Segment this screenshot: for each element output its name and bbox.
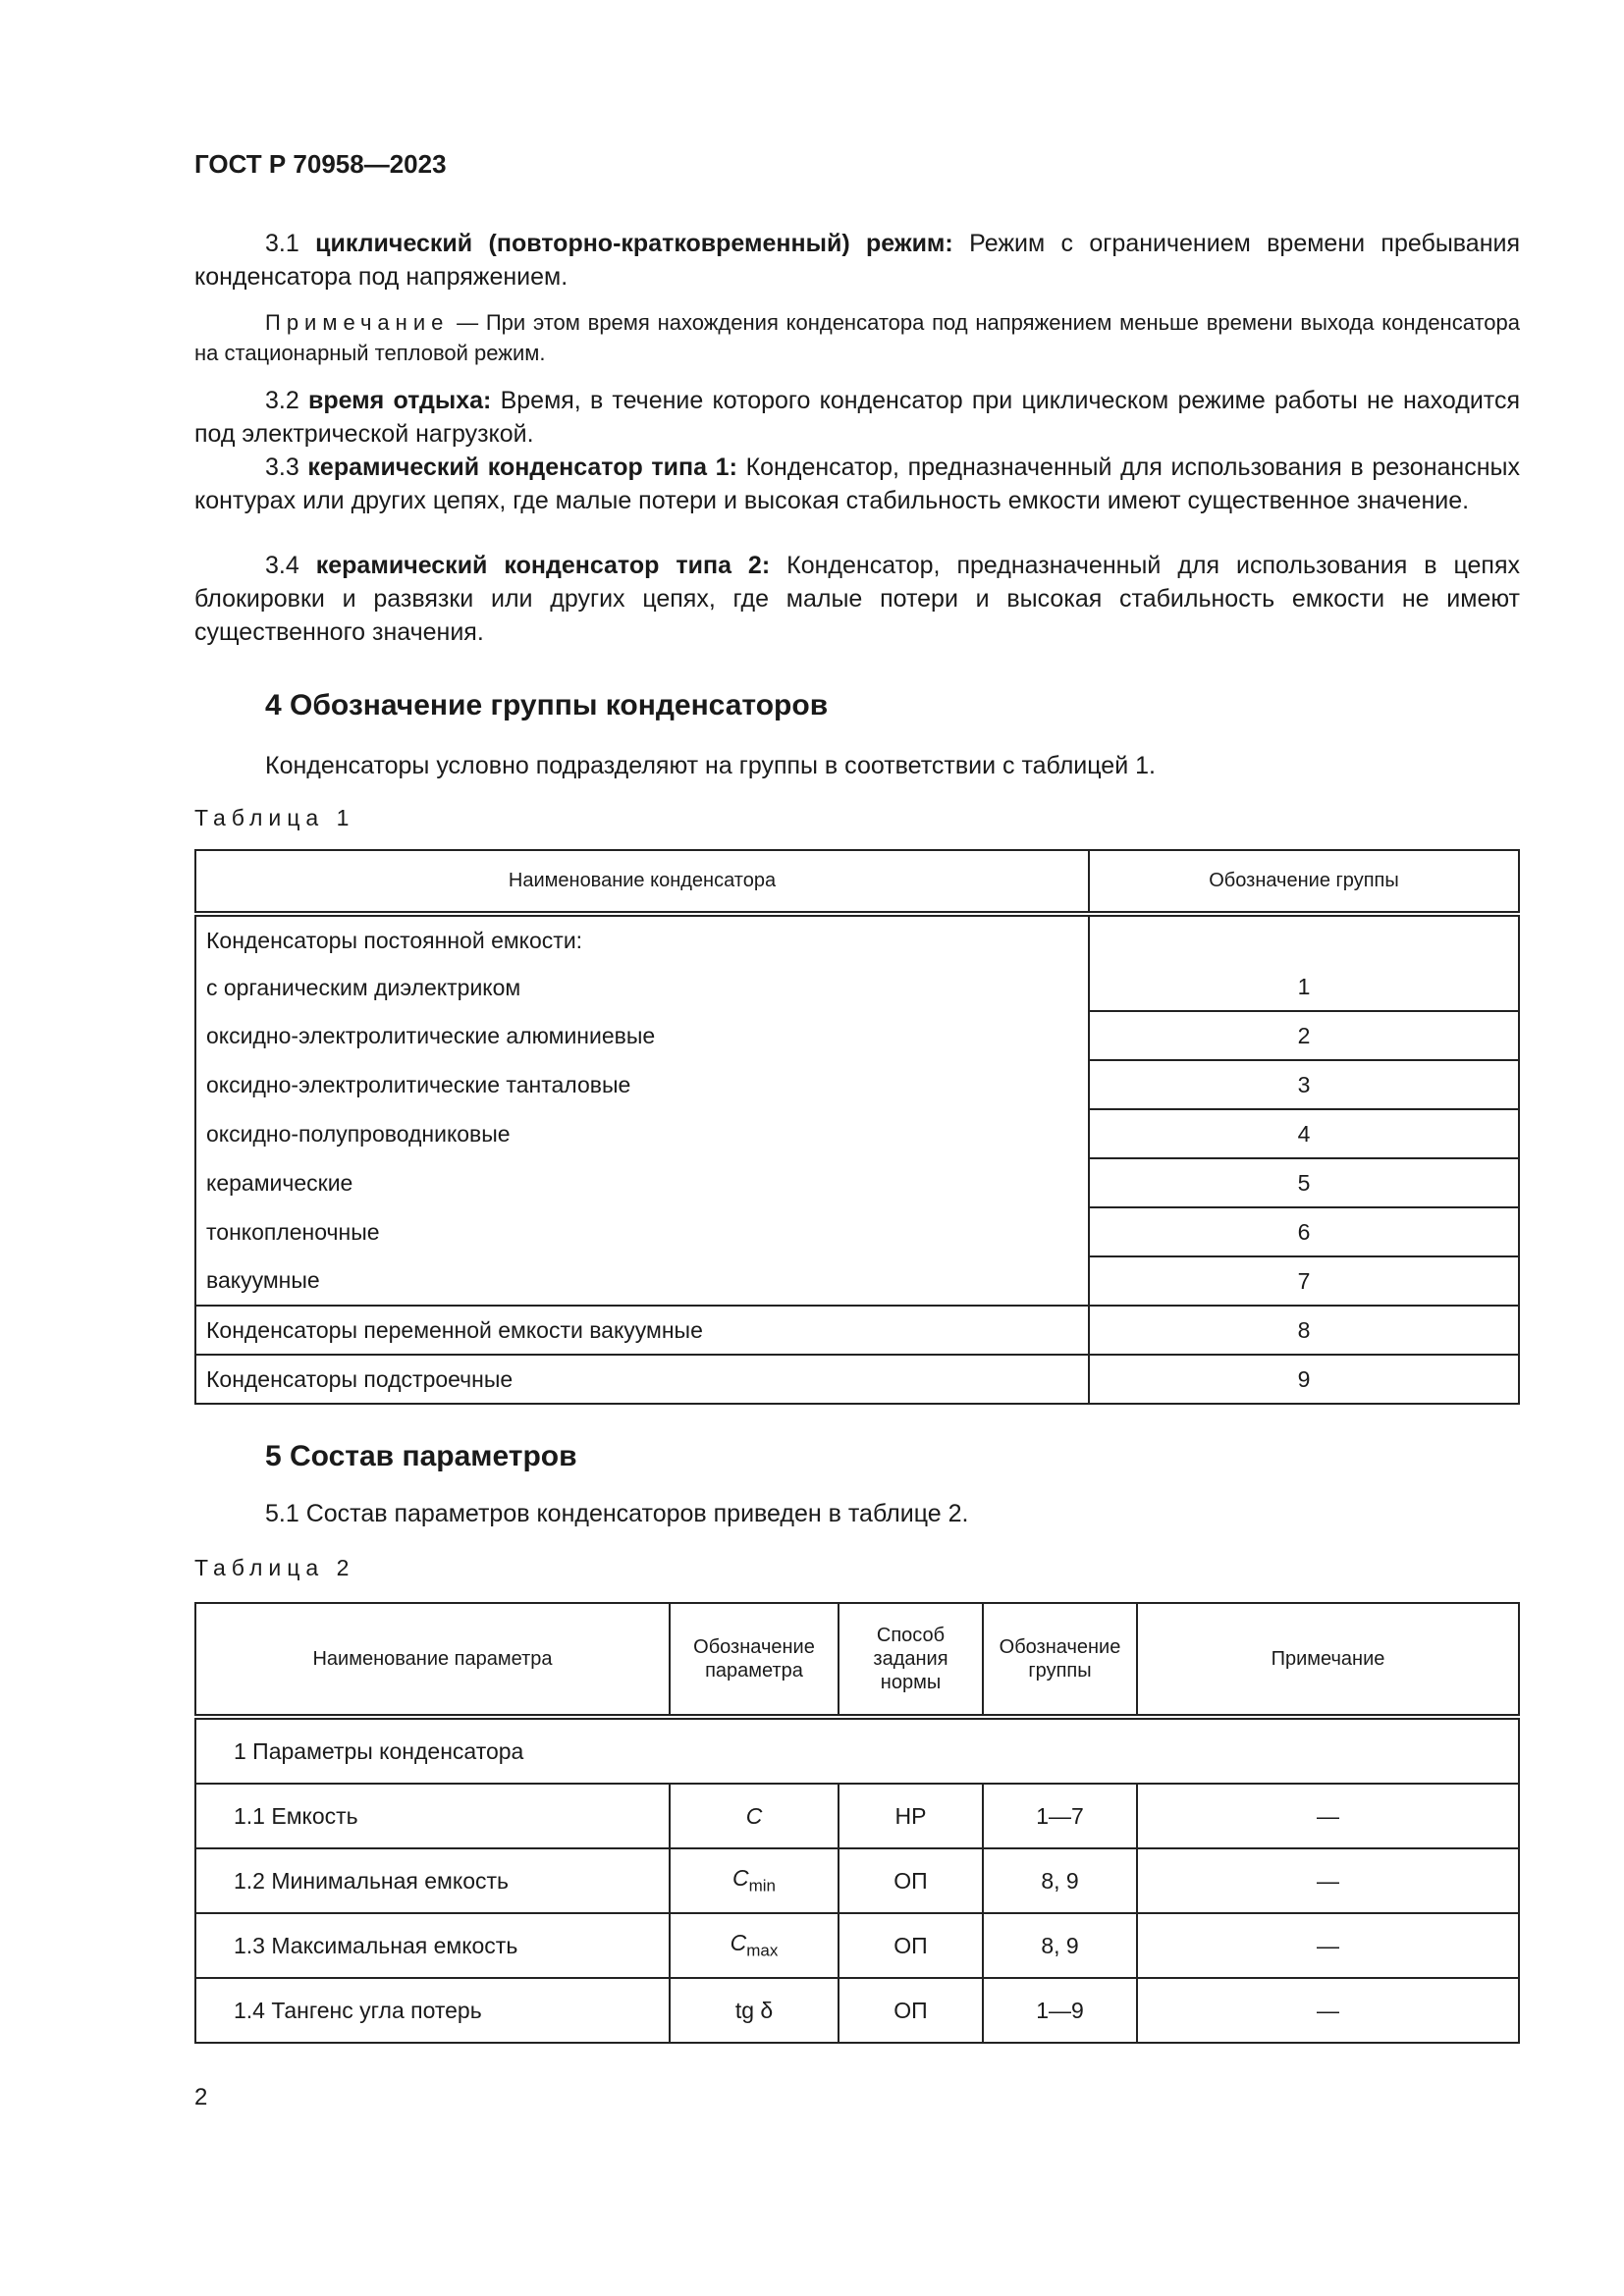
- param-symbol: $C_{max}$: [670, 1913, 839, 1978]
- capacitor-name: керамические: [195, 1158, 1089, 1207]
- param-name: 1.4 Тангенс угла потерь: [195, 1978, 670, 2043]
- param-name: 1.3 Максимальная емкость: [195, 1913, 670, 1978]
- column-header: Обозначение группы: [1089, 850, 1519, 914]
- table-row: [195, 1158, 1519, 1207]
- column-header: Наименование параметра: [195, 1603, 670, 1717]
- table-row: [195, 1978, 1519, 2043]
- column-header: Наименование конденсатора: [195, 850, 1089, 914]
- note: —: [1137, 1978, 1519, 2043]
- definition-3-3: 3.3 керамический конденсатор типа 1: Конденсатор, предназначенный для использования в резонансных контурах или других цепях, где малые потери и высокая стабильность емкости имеют существенное значение.: [194, 454, 1520, 514]
- group-code: 7: [1089, 1256, 1519, 1306]
- section-title: 1 Параметры конденсатора: [195, 1717, 1519, 1784]
- table-header-row: [195, 1603, 1519, 1717]
- table-row: [195, 1355, 1519, 1404]
- capacitor-name: оксидно-полупроводниковые: [195, 1109, 1089, 1158]
- definition-3-4: 3.4 керамический конденсатор типа 2: Конденсатор, предназначенный для использования в цепях блокировки и развязки или других цепях, где малые потери и высокая стабильность емкости не имеют существенного значения.: [194, 552, 1520, 646]
- section-5-text: 5.1 Состав параметров конденсаторов приведен в таблице 2.: [265, 1500, 969, 1527]
- table-row: [195, 914, 1519, 964]
- table-header-row: [195, 850, 1519, 914]
- section-5-heading: 5 Состав параметров: [265, 1440, 577, 1472]
- note: —: [1137, 1913, 1519, 1978]
- table-row: [195, 1060, 1519, 1109]
- page-number: 2: [194, 2084, 208, 2110]
- group-code: 8, 9: [983, 1848, 1137, 1913]
- norm-method: ОП: [839, 1913, 983, 1978]
- group-title: Конденсаторы постоянной емкости:: [195, 914, 1089, 964]
- capacitor-name: вакуумные: [195, 1256, 1089, 1306]
- capacitor-name: Конденсаторы подстроечные: [195, 1355, 1089, 1404]
- param-symbol: tg δ: [670, 1978, 839, 2043]
- capacitor-name: тонкопленочные: [195, 1207, 1089, 1256]
- param-name: 1.2 Минимальная емкость: [195, 1848, 670, 1913]
- section-row: [195, 1717, 1519, 1784]
- group-code: 1—9: [983, 1978, 1137, 2043]
- table-row: [195, 1784, 1519, 1848]
- table-1: [194, 849, 1520, 1405]
- document-code: ГОСТ Р 70958—2023: [194, 149, 447, 179]
- group-code: 1: [1089, 914, 1519, 1011]
- group-code: 8, 9: [983, 1913, 1137, 1978]
- table-row: [195, 1306, 1519, 1355]
- table-row: [195, 1109, 1519, 1158]
- group-code: 9: [1089, 1355, 1519, 1404]
- column-header: Примечание: [1137, 1603, 1519, 1717]
- group-code: 5: [1089, 1158, 1519, 1207]
- group-code: 6: [1089, 1207, 1519, 1256]
- note: —: [1137, 1784, 1519, 1848]
- table-row: [195, 1207, 1519, 1256]
- table-row: [195, 1256, 1519, 1306]
- definition-3-2: 3.2 время отдыха: Время, в течение которого конденсатор при циклическом режиме работы не находится под электрической нагрузкой.: [194, 387, 1520, 448]
- section-4-text: Конденсаторы условно подразделяют на группы в соответствии с таблицей 1.: [265, 752, 1156, 779]
- column-header: Обозначение группы: [983, 1603, 1137, 1717]
- param-name: 1.1 Емкость: [195, 1784, 670, 1848]
- table-row: [195, 1848, 1519, 1913]
- capacitor-name: Конденсаторы переменной емкости вакуумные: [195, 1306, 1089, 1355]
- capacitor-name: оксидно-электролитические алюминиевые: [195, 1011, 1089, 1060]
- param-symbol: $C_{min}$: [670, 1848, 839, 1913]
- column-header: Способ задания нормы: [839, 1603, 983, 1717]
- norm-method: НР: [839, 1784, 983, 1848]
- table-row: [195, 1913, 1519, 1978]
- group-code: 3: [1089, 1060, 1519, 1109]
- definition-3-1: 3.1 циклический (повторно-кратковременный) режим: Режим с ограничением времени пребывания конденсатора под напряжением.: [194, 230, 1521, 291]
- norm-method: ОП: [839, 1848, 983, 1913]
- note: Примечание — При этом время нахождения конденсатора под напряжением меньше времени выхода конденсатора на стационарный тепловой режим.: [194, 310, 1520, 365]
- param-symbol: C: [670, 1784, 839, 1848]
- group-code: 4: [1089, 1109, 1519, 1158]
- table-1-caption: Таблица 1: [194, 805, 355, 830]
- column-header: Обозначение параметра: [670, 1603, 839, 1717]
- capacitor-name: оксидно-электролитические танталовые: [195, 1060, 1089, 1109]
- group-code: 8: [1089, 1306, 1519, 1355]
- note: —: [1137, 1848, 1519, 1913]
- group-code: 2: [1089, 1011, 1519, 1060]
- table-2: [194, 1602, 1520, 2044]
- section-4-heading: 4 Обозначение группы конденсаторов: [265, 689, 829, 721]
- capacitor-name: с органическим диэлектриком: [195, 964, 1089, 1011]
- group-code: 1—7: [983, 1784, 1137, 1848]
- norm-method: ОП: [839, 1978, 983, 2043]
- table-2-caption: Таблица 2: [194, 1555, 355, 1580]
- table-row: [195, 1011, 1519, 1060]
